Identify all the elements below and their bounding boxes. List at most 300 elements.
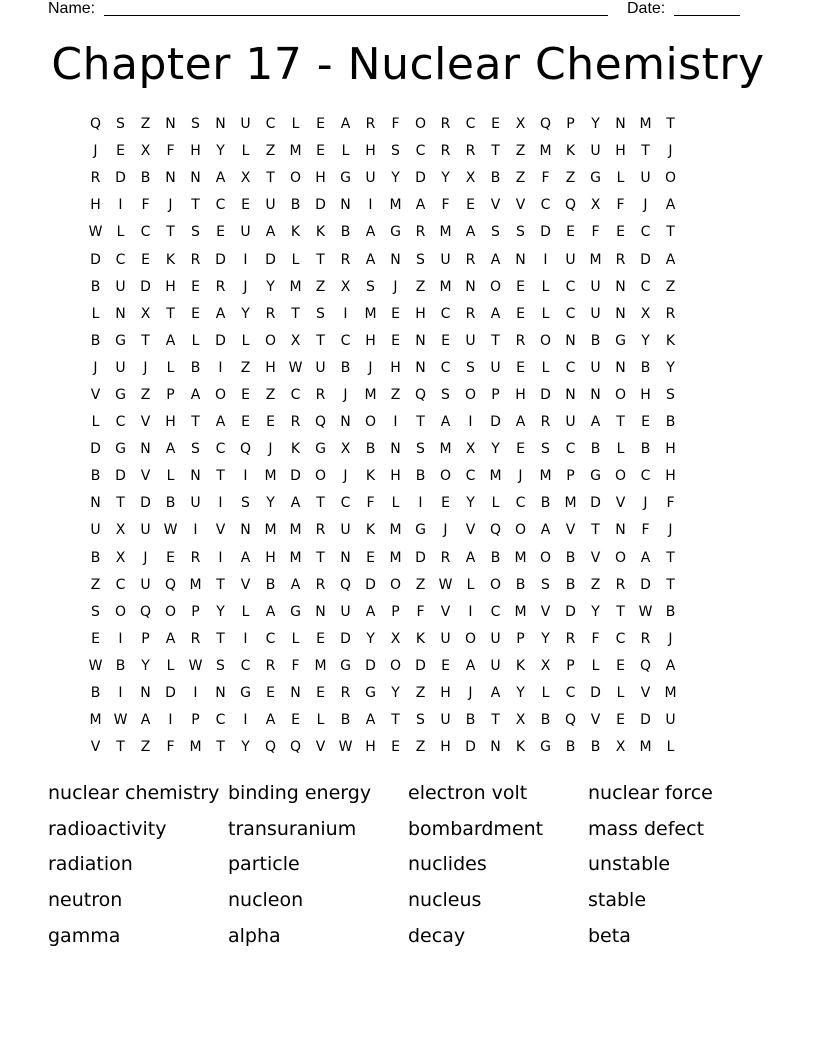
- grid-letter: A: [415, 197, 426, 214]
- grid-letter: N: [90, 495, 101, 512]
- grid-letter: Z: [590, 576, 601, 593]
- grid-letter: H: [665, 468, 676, 485]
- grid-letter: M: [364, 305, 377, 322]
- grid-row: [83, 436, 733, 463]
- grid-letter: M: [289, 522, 302, 539]
- grid-letter: E: [116, 143, 125, 160]
- grid-letter: B: [265, 576, 276, 593]
- grid-letter: R: [290, 414, 301, 431]
- grid-letter: T: [666, 224, 675, 241]
- grid-letter: J: [643, 197, 648, 214]
- grid-letter: G: [590, 170, 601, 187]
- grid-letter: O: [489, 278, 502, 295]
- word-list-item: nuclear force: [588, 782, 713, 804]
- grid-letter: O: [314, 468, 327, 485]
- grid-letter: S: [366, 278, 375, 295]
- grid-letter: U: [140, 522, 151, 539]
- grid-letter: N: [240, 522, 251, 539]
- grid-letter: E: [241, 197, 250, 214]
- grid-letter: L: [541, 359, 550, 376]
- grid-letter: L: [291, 116, 300, 133]
- header: [48, 0, 748, 20]
- grid-letter: T: [641, 143, 650, 160]
- grid-letter: Y: [666, 359, 675, 376]
- grid-letter: Y: [241, 305, 250, 322]
- grid-letter: K: [165, 251, 176, 268]
- grid-letter: H: [615, 143, 626, 160]
- grid-letter: B: [190, 359, 201, 376]
- grid-letter: I: [118, 685, 123, 702]
- grid-letter: R: [265, 657, 276, 674]
- grid-letter: X: [465, 441, 476, 458]
- grid-row: [83, 219, 733, 246]
- grid-letter: F: [391, 116, 400, 133]
- grid-letter: Z: [665, 278, 676, 295]
- grid-letter: M: [514, 549, 527, 566]
- grid-letter: S: [441, 386, 450, 403]
- grid-letter: F: [441, 197, 450, 214]
- grid-letter: I: [168, 712, 173, 729]
- grid-letter: B: [540, 495, 551, 512]
- grid-letter: K: [290, 441, 301, 458]
- grid-letter: C: [265, 630, 276, 647]
- grid-letter: X: [140, 143, 151, 160]
- grid-letter: B: [640, 359, 651, 376]
- word-list-item: nucleon: [228, 889, 304, 912]
- grid-letter: C: [290, 386, 301, 403]
- grid-letter: S: [541, 576, 550, 593]
- grid-letter: N: [390, 251, 401, 268]
- grid-letter: E: [516, 359, 525, 376]
- grid-letter: V: [565, 522, 576, 539]
- grid-letter: M: [289, 143, 302, 160]
- grid-letter: O: [389, 657, 402, 674]
- grid-letter: J: [343, 468, 348, 485]
- grid-letter: N: [415, 359, 426, 376]
- grid-letter: L: [316, 712, 325, 729]
- grid-letter: B: [515, 576, 526, 593]
- grid-row: [83, 138, 733, 165]
- grid-letter: R: [565, 630, 576, 647]
- grid-letter: U: [440, 630, 451, 647]
- grid-letter: A: [340, 116, 351, 133]
- grid-letter: U: [340, 522, 351, 539]
- grid-letter: B: [165, 495, 176, 512]
- grid-row: [83, 409, 733, 436]
- grid-letter: A: [240, 549, 251, 566]
- grid-letter: P: [516, 630, 525, 647]
- grid-letter: J: [393, 278, 398, 295]
- grid-letter: U: [565, 251, 576, 268]
- grid-letter: E: [266, 685, 275, 702]
- grid-letter: C: [615, 630, 626, 647]
- grid-letter: M: [439, 224, 452, 241]
- grid-letter: B: [90, 332, 101, 349]
- grid-letter: X: [390, 630, 401, 647]
- grid-letter: C: [465, 116, 476, 133]
- grid-letter: H: [640, 386, 651, 403]
- grid-letter: B: [415, 468, 426, 485]
- grid-row: [83, 680, 733, 707]
- grid-letter: G: [240, 685, 251, 702]
- grid-letter: V: [465, 522, 476, 539]
- grid-letter: Q: [539, 116, 552, 133]
- grid-letter: O: [614, 468, 627, 485]
- grid-letter: R: [415, 224, 426, 241]
- grid-letter: T: [316, 549, 325, 566]
- grid-letter: J: [143, 359, 148, 376]
- grid-letter: T: [291, 305, 300, 322]
- grid-letter: D: [215, 332, 226, 349]
- date-field-line: [674, 15, 740, 16]
- grid-letter: V: [140, 414, 151, 431]
- grid-letter: W: [638, 603, 653, 620]
- grid-letter: L: [666, 739, 675, 756]
- grid-letter: A: [490, 305, 501, 322]
- grid-letter: A: [140, 712, 151, 729]
- word-list-item: gamma: [48, 924, 121, 947]
- grid-row: [83, 301, 733, 328]
- grid-letter: S: [316, 305, 325, 322]
- grid-letter: E: [641, 414, 650, 431]
- grid-letter: N: [565, 332, 576, 349]
- grid-letter: B: [590, 441, 601, 458]
- grid-letter: V: [315, 739, 326, 756]
- grid-letter: E: [91, 630, 100, 647]
- name-field-line: [104, 15, 608, 16]
- grid-letter: D: [415, 549, 426, 566]
- grid-letter: L: [91, 414, 100, 431]
- grid-letter: B: [465, 712, 476, 729]
- grid-letter: R: [190, 549, 201, 566]
- grid-letter: I: [193, 522, 198, 539]
- grid-letter: F: [141, 197, 150, 214]
- grid-letter: B: [565, 739, 576, 756]
- grid-letter: N: [340, 414, 351, 431]
- grid-letter: W: [163, 522, 178, 539]
- grid-letter: B: [565, 576, 576, 593]
- word-list-item: binding energy: [228, 782, 372, 804]
- grid-letter: B: [90, 549, 101, 566]
- grid-letter: W: [288, 359, 303, 376]
- grid-letter: P: [566, 116, 575, 133]
- grid-letter: N: [615, 359, 626, 376]
- grid-letter: X: [590, 197, 601, 214]
- grid-letter: U: [90, 522, 101, 539]
- grid-letter: T: [166, 224, 175, 241]
- grid-letter: E: [216, 224, 225, 241]
- grid-letter: L: [616, 170, 625, 187]
- grid-letter: V: [140, 468, 151, 485]
- grid-letter: G: [615, 332, 626, 349]
- grid-letter: T: [616, 414, 625, 431]
- grid-letter: X: [115, 522, 126, 539]
- grid-letter: R: [365, 116, 376, 133]
- grid-letter: D: [590, 495, 601, 512]
- grid-letter: C: [640, 468, 651, 485]
- grid-letter: A: [490, 251, 501, 268]
- grid-letter: K: [415, 630, 426, 647]
- grid-letter: N: [115, 305, 126, 322]
- grid-letter: E: [516, 278, 525, 295]
- grid-letter: R: [515, 332, 526, 349]
- grid-letter: N: [490, 739, 501, 756]
- grid-letter: P: [391, 603, 400, 620]
- grid-row: [83, 355, 733, 382]
- grid-letter: F: [591, 224, 600, 241]
- grid-letter: Y: [266, 495, 275, 512]
- grid-row: [83, 734, 733, 761]
- grid-letter: N: [190, 170, 201, 187]
- grid-row: [83, 572, 733, 599]
- word-list-item: neutron: [48, 889, 123, 912]
- grid-letter: L: [541, 685, 550, 702]
- grid-letter: K: [515, 657, 526, 674]
- grid-letter: A: [290, 576, 301, 593]
- grid-letter: E: [241, 386, 250, 403]
- grid-letter: E: [241, 414, 250, 431]
- grid-letter: D: [90, 441, 101, 458]
- grid-letter: K: [665, 332, 676, 349]
- grid-letter: A: [465, 657, 476, 674]
- grid-letter: A: [215, 305, 226, 322]
- grid-letter: T: [666, 576, 675, 593]
- grid-letter: B: [90, 685, 101, 702]
- grid-letter: B: [365, 441, 376, 458]
- date-label: Date:: [627, 0, 666, 17]
- grid-letter: A: [365, 224, 376, 241]
- grid-row: [83, 490, 733, 517]
- grid-letter: Y: [391, 685, 400, 702]
- grid-letter: X: [340, 441, 351, 458]
- grid-letter: T: [666, 549, 675, 566]
- grid-letter: H: [190, 143, 201, 160]
- grid-letter: T: [216, 630, 225, 647]
- grid-row: [83, 517, 733, 544]
- grid-letter: K: [565, 143, 576, 160]
- grid-letter: Y: [216, 603, 225, 620]
- grid-letter: M: [514, 603, 527, 620]
- grid-letter: M: [189, 576, 202, 593]
- word-list-item: unstable: [588, 853, 671, 876]
- word-list: [48, 780, 768, 958]
- grid-letter: U: [590, 278, 601, 295]
- grid-letter: U: [590, 143, 601, 160]
- grid-letter: J: [668, 522, 673, 539]
- grid-letter: B: [90, 468, 101, 485]
- grid-letter: A: [365, 603, 376, 620]
- grid-letter: C: [340, 332, 351, 349]
- grid-letter: G: [115, 441, 126, 458]
- grid-letter: O: [614, 386, 627, 403]
- grid-letter: Y: [641, 332, 650, 349]
- grid-letter: D: [415, 170, 426, 187]
- grid-letter: T: [616, 603, 625, 620]
- grid-letter: B: [340, 224, 351, 241]
- grid-letter: U: [240, 116, 251, 133]
- grid-letter: M: [664, 685, 677, 702]
- grid-letter: C: [565, 305, 576, 322]
- grid-letter: U: [490, 359, 501, 376]
- grid-letter: Y: [466, 495, 475, 512]
- grid-letter: R: [265, 305, 276, 322]
- grid-letter: E: [316, 143, 325, 160]
- grid-letter: T: [191, 414, 200, 431]
- grid-letter: R: [440, 549, 451, 566]
- grid-letter: I: [193, 685, 198, 702]
- grid-letter: T: [216, 739, 225, 756]
- grid-letter: T: [166, 305, 175, 322]
- grid-letter: U: [490, 657, 501, 674]
- grid-letter: N: [165, 170, 176, 187]
- grid-letter: V: [590, 712, 601, 729]
- grid-letter: M: [639, 116, 652, 133]
- word-search-grid: [83, 111, 733, 761]
- grid-letter: N: [590, 386, 601, 403]
- grid-letter: Y: [366, 630, 375, 647]
- grid-letter: E: [316, 630, 325, 647]
- grid-letter: E: [366, 549, 375, 566]
- grid-letter: M: [439, 278, 452, 295]
- grid-letter: U: [465, 332, 476, 349]
- name-label: Name:: [48, 0, 96, 17]
- grid-letter: Y: [541, 630, 550, 647]
- grid-letter: U: [565, 414, 576, 431]
- grid-letter: R: [615, 251, 626, 268]
- grid-letter: Y: [591, 116, 600, 133]
- grid-letter: G: [315, 441, 326, 458]
- grid-letter: S: [541, 441, 550, 458]
- word-list-item: radioactivity: [48, 817, 167, 840]
- grid-letter: C: [240, 657, 251, 674]
- grid-letter: O: [364, 414, 377, 431]
- grid-letter: V: [640, 685, 651, 702]
- word-list-item: bombardment: [408, 817, 544, 840]
- grid-letter: E: [291, 712, 300, 729]
- grid-letter: F: [641, 522, 650, 539]
- grid-letter: C: [115, 251, 126, 268]
- grid-letter: X: [615, 739, 626, 756]
- grid-letter: Q: [264, 739, 277, 756]
- grid-letter: R: [465, 305, 476, 322]
- grid-letter: V: [515, 197, 526, 214]
- grid-letter: O: [514, 522, 527, 539]
- grid-letter: P: [191, 712, 200, 729]
- grid-letter: A: [665, 251, 676, 268]
- grid-letter: R: [215, 278, 226, 295]
- grid-letter: T: [666, 116, 675, 133]
- grid-letter: C: [140, 224, 151, 241]
- grid-letter: D: [115, 170, 126, 187]
- grid-letter: S: [516, 224, 525, 241]
- grid-letter: F: [541, 170, 550, 187]
- grid-letter: T: [491, 332, 500, 349]
- grid-letter: D: [315, 197, 326, 214]
- grid-letter: A: [165, 441, 176, 458]
- grid-letter: J: [368, 359, 373, 376]
- grid-letter: U: [640, 170, 651, 187]
- grid-letter: T: [591, 522, 600, 539]
- grid-letter: A: [265, 224, 276, 241]
- grid-letter: L: [616, 685, 625, 702]
- grid-letter: I: [393, 414, 398, 431]
- grid-letter: T: [416, 414, 425, 431]
- grid-letter: C: [265, 116, 276, 133]
- grid-letter: A: [440, 414, 451, 431]
- grid-letter: U: [115, 278, 126, 295]
- grid-letter: G: [340, 657, 351, 674]
- grid-letter: Z: [415, 576, 426, 593]
- grid-letter: J: [93, 359, 98, 376]
- grid-letter: N: [615, 278, 626, 295]
- grid-letter: H: [315, 170, 326, 187]
- grid-letter: R: [465, 251, 476, 268]
- grid-letter: L: [191, 332, 200, 349]
- grid-letter: G: [115, 386, 126, 403]
- grid-letter: G: [540, 739, 551, 756]
- grid-letter: C: [565, 359, 576, 376]
- grid-letter: H: [390, 468, 401, 485]
- grid-letter: F: [416, 603, 425, 620]
- grid-letter: W: [188, 657, 203, 674]
- grid-letter: E: [566, 224, 575, 241]
- grid-letter: L: [341, 143, 350, 160]
- grid-letter: I: [468, 414, 473, 431]
- grid-letter: N: [615, 522, 626, 539]
- grid-row: [83, 599, 733, 626]
- grid-letter: T: [316, 332, 325, 349]
- grid-letter: M: [289, 549, 302, 566]
- grid-letter: I: [468, 603, 473, 620]
- grid-letter: R: [315, 386, 326, 403]
- grid-letter: H: [665, 441, 676, 458]
- grid-letter: C: [440, 305, 451, 322]
- grid-letter: F: [166, 739, 175, 756]
- grid-letter: H: [415, 305, 426, 322]
- word-list-item: nucleus: [408, 889, 482, 912]
- grid-letter: B: [665, 414, 676, 431]
- grid-letter: Y: [216, 143, 225, 160]
- grid-letter: A: [215, 414, 226, 431]
- grid-letter: Q: [564, 197, 577, 214]
- grid-letter: Z: [515, 143, 526, 160]
- grid-letter: O: [214, 386, 227, 403]
- grid-letter: A: [190, 386, 201, 403]
- grid-letter: T: [116, 739, 125, 756]
- grid-letter: K: [365, 468, 376, 485]
- grid-letter: O: [464, 386, 477, 403]
- grid-letter: X: [340, 278, 351, 295]
- grid-row: [83, 463, 733, 490]
- grid-letter: U: [490, 630, 501, 647]
- grid-letter: J: [518, 468, 523, 485]
- grid-letter: D: [340, 630, 351, 647]
- grid-letter: E: [141, 251, 150, 268]
- grid-letter: E: [491, 116, 500, 133]
- grid-letter: R: [465, 143, 476, 160]
- grid-letter: S: [216, 657, 225, 674]
- grid-letter: M: [389, 197, 402, 214]
- grid-letter: I: [243, 712, 248, 729]
- grid-letter: H: [365, 332, 376, 349]
- word-list-item: particle: [228, 853, 300, 876]
- grid-letter: O: [414, 116, 427, 133]
- grid-letter: H: [440, 739, 451, 756]
- grid-letter: A: [215, 170, 226, 187]
- grid-letter: A: [515, 414, 526, 431]
- grid-letter: Q: [314, 414, 327, 431]
- grid-letter: L: [616, 441, 625, 458]
